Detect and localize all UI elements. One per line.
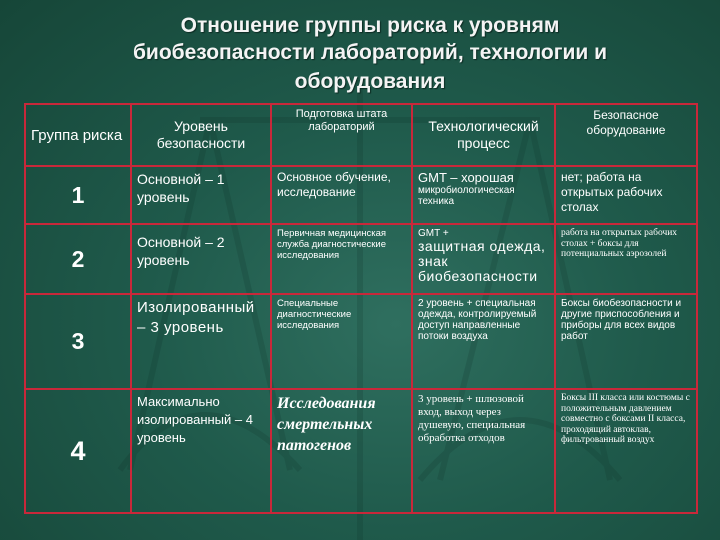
staff-cell: Первичная медицинская служба диагностические исследования (271, 224, 412, 294)
process-sub: защитная одежда, знак биобезопасности (418, 238, 546, 284)
process-cell (412, 166, 555, 224)
process-cell: 2 уровень + специальная одежда, контролируемый доступ направленные потоки воздуха (412, 294, 555, 389)
staff-cell: Исследования смертельных патогенов (271, 389, 412, 513)
title-line-2: биобезопасности лабораторий, технологии и (132, 41, 608, 64)
process-sub: микробиологическая техника (418, 185, 515, 207)
table-header-row (25, 104, 697, 166)
group-cell: 2 (25, 224, 131, 294)
staff-cell: Специальные диагностические исследования (271, 294, 412, 389)
header-process: Технологический процесс (412, 104, 555, 166)
header-level: Уровень безопасности (131, 104, 271, 166)
biosafety-table (24, 103, 698, 514)
process-main: GMT – хорошая (418, 170, 514, 185)
table-row (25, 166, 697, 224)
process-main: GMT + (418, 228, 449, 239)
group-cell: 1 (25, 166, 131, 224)
table-row (25, 389, 697, 513)
header-group: Группа риска (25, 104, 131, 166)
level-cell: Основной – 1 уровень (131, 166, 271, 224)
process-cell: 3 уровень + шлюзовой вход, выход через душевую, специальная обработка отходов (412, 389, 555, 513)
equipment-cell: Боксы биобезопасности и другие приспособления и приборы для всех видов работ (555, 294, 697, 389)
header-equipment: Безопасное оборудование (555, 104, 697, 166)
page-title (60, 12, 680, 95)
title-line-1: Отношение группы риска к уровням (180, 14, 560, 37)
equipment-cell: Боксы III класса или костюмы с положительным давлением совместно с боксами II класса, проходящий автоклав, фильтрованный воздух (555, 389, 697, 513)
table-row (25, 294, 697, 389)
table-row (25, 224, 697, 294)
level-cell: Изолированный – 3 уровень (131, 294, 271, 389)
level-cell: Основной – 2 уровень (131, 224, 271, 294)
group-cell: 3 (25, 294, 131, 389)
equipment-cell: работа на открытых рабочих столах + боксы для потенциальных аэрозолей (555, 224, 697, 294)
process-cell (412, 224, 555, 294)
equipment-cell: нет; работа на открытых рабочих столах (555, 166, 697, 224)
staff-cell: Основное обучение, исследование (271, 166, 412, 224)
level-cell: Максимально изолированный – 4 уровень (131, 389, 271, 513)
title-line-3: оборудования (294, 70, 446, 93)
group-cell: 4 (25, 389, 131, 513)
header-staff: Подготовка штата лабораторий (271, 104, 412, 166)
